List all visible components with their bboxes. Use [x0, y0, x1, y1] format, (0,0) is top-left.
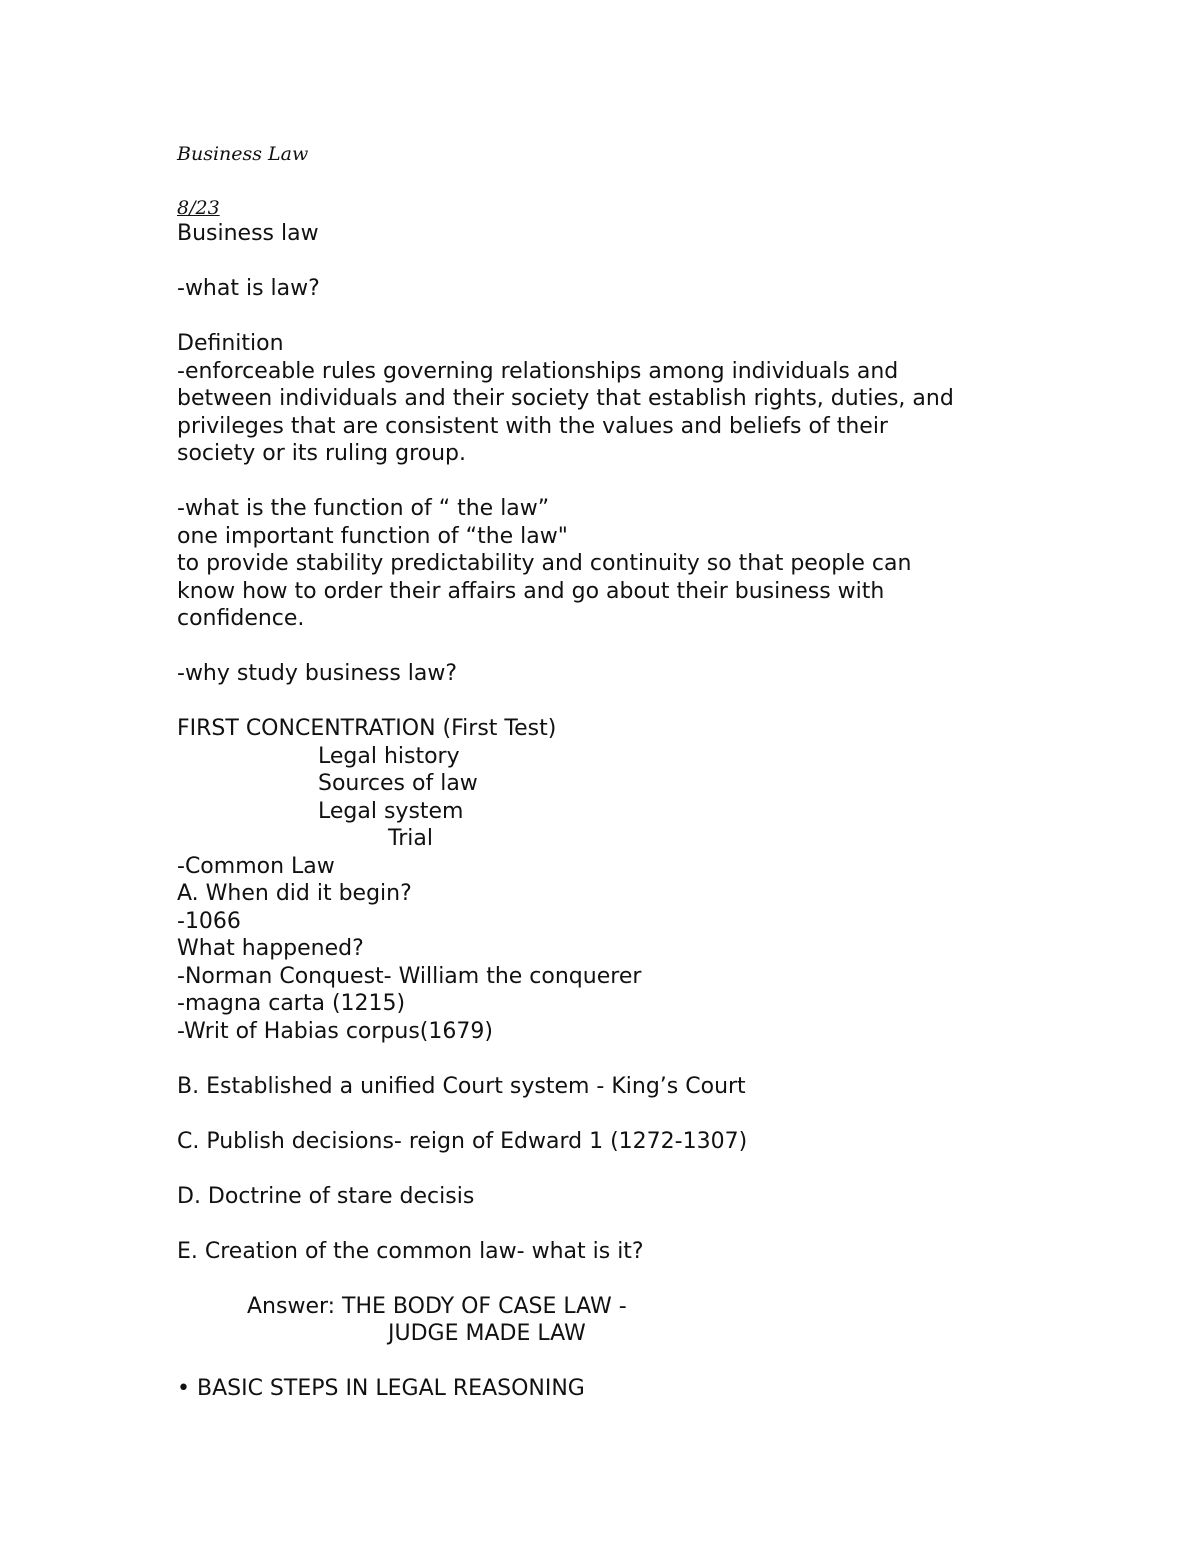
definition-line: between individuals and their society that establish rights, duties, and [177, 386, 954, 411]
blank-line [177, 169, 1077, 197]
history-event: -magna carta (1215) [177, 991, 406, 1016]
why-study-question: -why study business law? [177, 661, 458, 686]
blank-line [177, 1155, 1077, 1183]
definition-line: privileges that are consistent with the values and beliefs of their [177, 413, 888, 439]
blank-line [177, 303, 1077, 331]
blank-line [177, 1348, 1077, 1376]
question-what-is-law: -what is law? [177, 276, 320, 301]
definition-label: Definition [177, 331, 284, 356]
history-event: -Norman Conquest- William the conquerer [177, 963, 642, 989]
concentration-subitem: Trial [388, 826, 433, 851]
common-law-question-a: A. When did it begin? [177, 881, 412, 906]
definition-line: -enforceable rules governing relationships among individuals and [177, 358, 899, 384]
concentration-item: Legal system [318, 798, 464, 824]
course-title: Business Law [177, 143, 309, 165]
answer-line: Answer: THE BODY OF CASE LAW - [247, 1293, 627, 1319]
function-intro: one important function of “the law" [177, 523, 568, 549]
bullet-heading: • BASIC STEPS IN LEGAL REASONING [177, 1376, 585, 1401]
common-law-point-e: E. Creation of the common law- what is it? [177, 1238, 644, 1264]
blank-line [177, 248, 1077, 276]
common-law-point-d: D. Doctrine of stare decisis [177, 1183, 475, 1209]
blank-line [177, 1210, 1077, 1238]
blank-line [177, 468, 1077, 496]
common-law-point-c: C. Publish decisions- reign of Edward 1 (1272-1307) [177, 1128, 748, 1154]
blank-line [177, 1045, 1077, 1073]
blank-line [177, 1100, 1077, 1128]
common-law-title: -Common Law [177, 853, 335, 879]
document-body [177, 141, 1077, 1403]
concentration-item: Sources of law [318, 771, 478, 796]
first-concentration-title: FIRST CONCENTRATION (First Test) [177, 716, 557, 741]
blank-line [177, 688, 1077, 716]
function-line: to provide stability predictability and continuity so that people can [177, 551, 912, 576]
function-question: -what is the function of “ the law” [177, 496, 550, 521]
answer-line: JUDGE MADE LAW [388, 1321, 586, 1346]
concentration-item: Legal history [318, 743, 460, 769]
function-line: confidence. [177, 606, 305, 631]
definition-line: society or its ruling group. [177, 441, 466, 466]
common-law-year: -1066 [177, 908, 241, 934]
blank-line [177, 1265, 1077, 1293]
common-law-point-b: B. Established a unified Court system - King’s Court [177, 1073, 746, 1099]
blank-line [177, 633, 1077, 661]
function-line: know how to order their affairs and go about their business with [177, 578, 885, 604]
history-event: -Writ of Habias corpus(1679) [177, 1018, 493, 1044]
what-happened-label: What happened? [177, 936, 364, 961]
note-heading: Business law [177, 221, 319, 246]
note-date: 8/23 [177, 197, 220, 219]
